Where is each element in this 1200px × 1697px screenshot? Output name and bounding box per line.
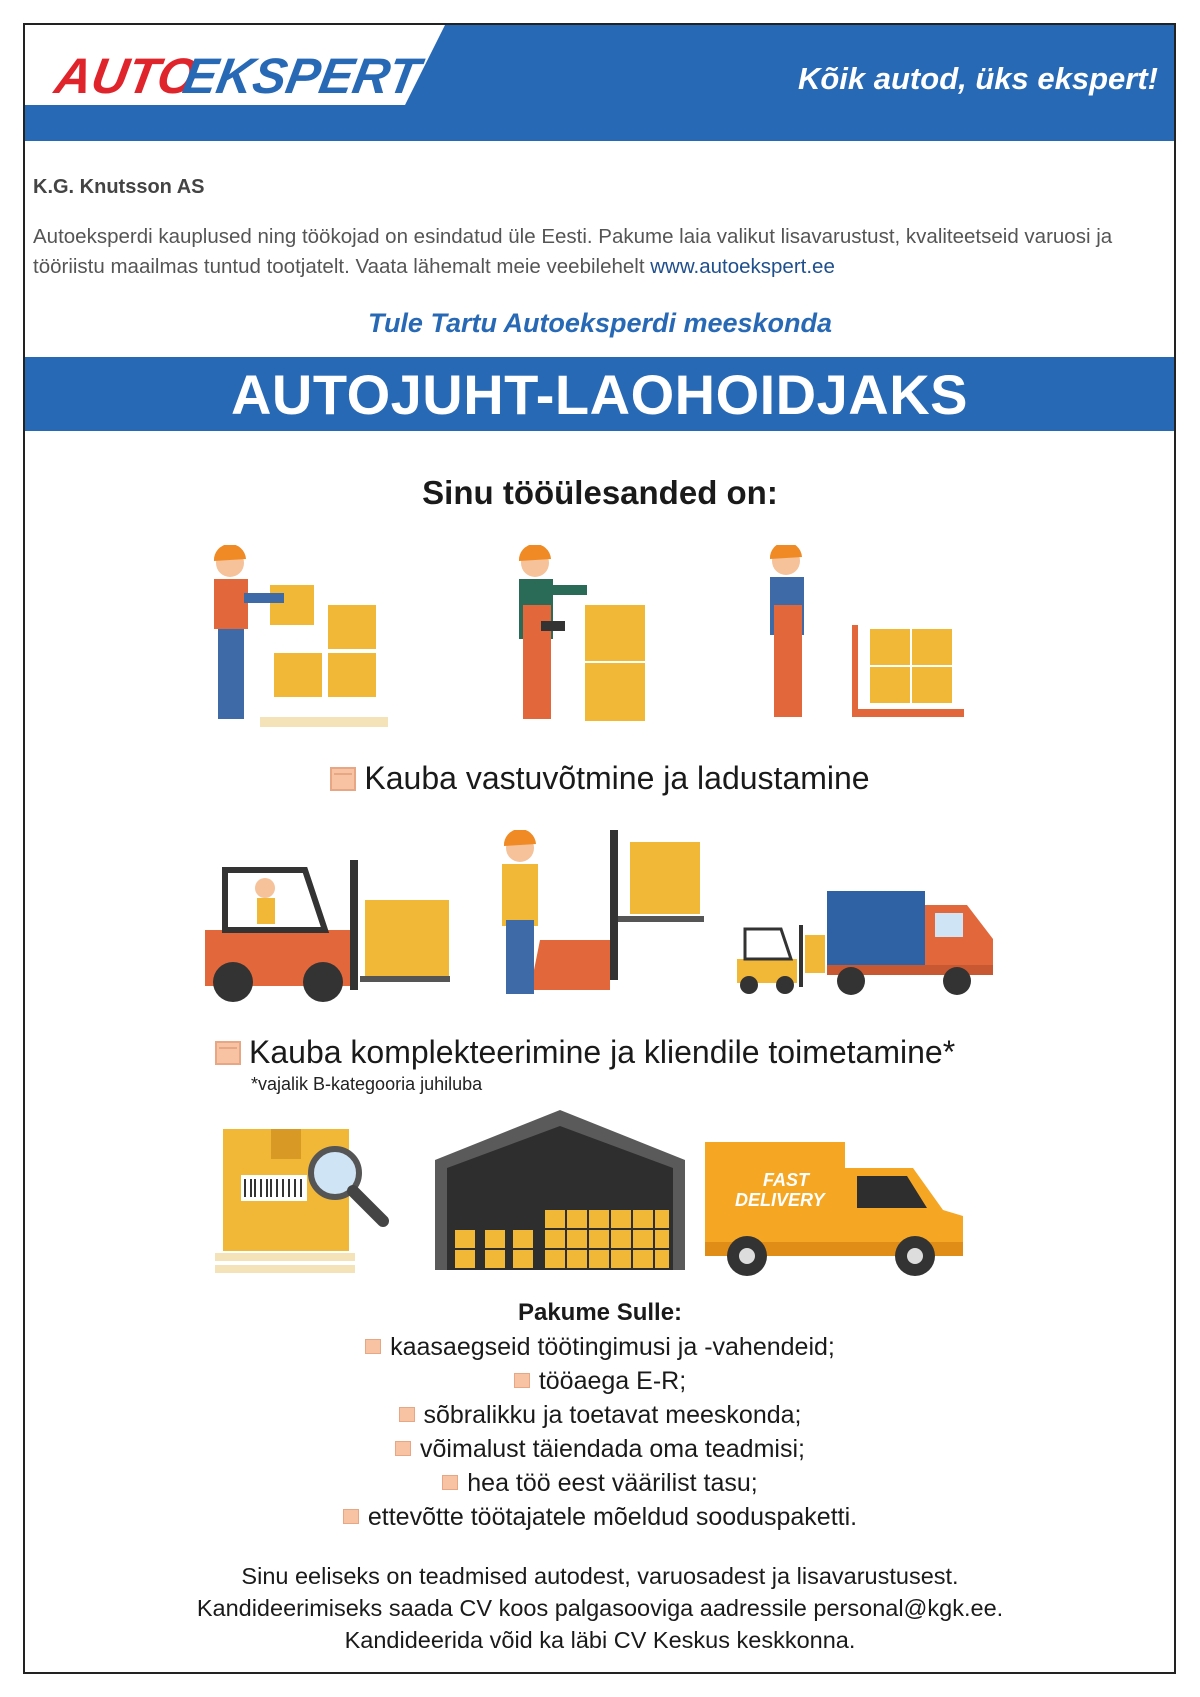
offer-item-label: tööaega E-R; xyxy=(538,1367,687,1395)
logo-text-ekspert: EKSPERT xyxy=(179,47,425,104)
list-item xyxy=(0,1432,1200,1466)
forklift-and-truck-illustration xyxy=(735,885,1000,1000)
footer-line-advantage: Sinu eeliseks on teadmised autodest, varuosadest ja lisavarustusest. xyxy=(241,1563,959,1589)
website-link[interactable]: www.autoekspert.ee xyxy=(650,255,835,278)
box-bullet-icon xyxy=(514,1373,530,1388)
intro-text: Autoeksperdi kauplused ning töökojad on esindatud üle Eesti. Pakume laia valikut lisavarustust, kvaliteetseid varuosi ja tööriistu maailmas tuntud tootjatelt. Vaata lähemalt meie veebilehelt xyxy=(33,225,1113,278)
offer-item-label: ettevõtte töötajatele mõeldud sooduspaketti. xyxy=(367,1503,858,1531)
job-title: AUTOJUHT-LAOHOIDJAKS xyxy=(25,357,1174,431)
forklift-illustration xyxy=(205,840,455,1005)
offer-title: Pakume Sulle: xyxy=(517,1299,683,1326)
list-item xyxy=(0,1398,1200,1432)
worker-pallet-jack-illustration xyxy=(760,545,970,730)
list-item xyxy=(0,1500,1200,1534)
fast-delivery-truck-illustration xyxy=(705,1140,965,1280)
truck-label-delivery: DELIVERY xyxy=(735,1190,825,1210)
offer-item-label: kaasaegseid töötingimusi ja -vahendeid; xyxy=(390,1333,835,1361)
offer-item-label: sõbralikku ja toetavat meeskonda; xyxy=(423,1401,802,1429)
worker-pallet-stacker-illustration xyxy=(490,830,710,1005)
offer-item-label: võimalust täiendada oma teadmisi; xyxy=(420,1435,805,1463)
task-receiving-label: Kauba vastuvõtmine ja ladustamine xyxy=(364,760,870,796)
worker-scanning-boxes-illustration xyxy=(495,545,675,730)
box-bullet-icon xyxy=(215,1041,241,1065)
box-bullet-icon xyxy=(399,1407,415,1422)
warehouse-illustration xyxy=(435,1110,685,1275)
logo-text-auto: AUTO xyxy=(51,47,202,104)
header-banner xyxy=(25,25,1174,141)
list-item xyxy=(0,1466,1200,1500)
tasks-title: Sinu tööülesanded on: xyxy=(422,474,778,511)
autoekspert-logo xyxy=(25,25,445,141)
box-bullet-icon xyxy=(330,767,356,791)
box-bullet-icon xyxy=(365,1339,381,1354)
list-item xyxy=(0,1364,1200,1398)
slogan: Kõik autod, üks ekspert! xyxy=(797,61,1158,96)
box-bullet-icon xyxy=(442,1475,458,1490)
package-inspection-illustration xyxy=(215,1125,390,1275)
license-requirement-note: *vajalik B-kategooria juhiluba xyxy=(251,1074,483,1094)
offer-item-label: hea töö eest väärilist tasu; xyxy=(467,1469,758,1497)
company-intro xyxy=(33,222,1163,282)
list-item xyxy=(0,1330,1200,1364)
worker-stacking-boxes-illustration xyxy=(200,545,420,730)
box-bullet-icon xyxy=(395,1441,411,1456)
box-bullet-icon xyxy=(343,1509,359,1524)
task-picking-delivery xyxy=(215,1034,955,1071)
task-receiving xyxy=(0,760,1200,797)
task-picking-delivery-label: Kauba komplekteerimine ja kliendile toimetamine* xyxy=(249,1034,956,1070)
offer-list xyxy=(0,1330,1200,1534)
truck-label-fast: FAST xyxy=(763,1170,810,1190)
company-name: K.G. Knutsson AS xyxy=(33,176,205,198)
team-invite: Tule Tartu Autoeksperdi meeskonda xyxy=(367,308,833,338)
footer-line-cv-keskus: Kandideerida võid ka läbi CV Keskus keskkonna. xyxy=(344,1627,856,1653)
footer-text xyxy=(0,1560,1200,1656)
footer-line-apply-email: Kandideerimiseks saada CV koos palgasooviga aadressile personal@kgk.ee. xyxy=(196,1595,1004,1621)
